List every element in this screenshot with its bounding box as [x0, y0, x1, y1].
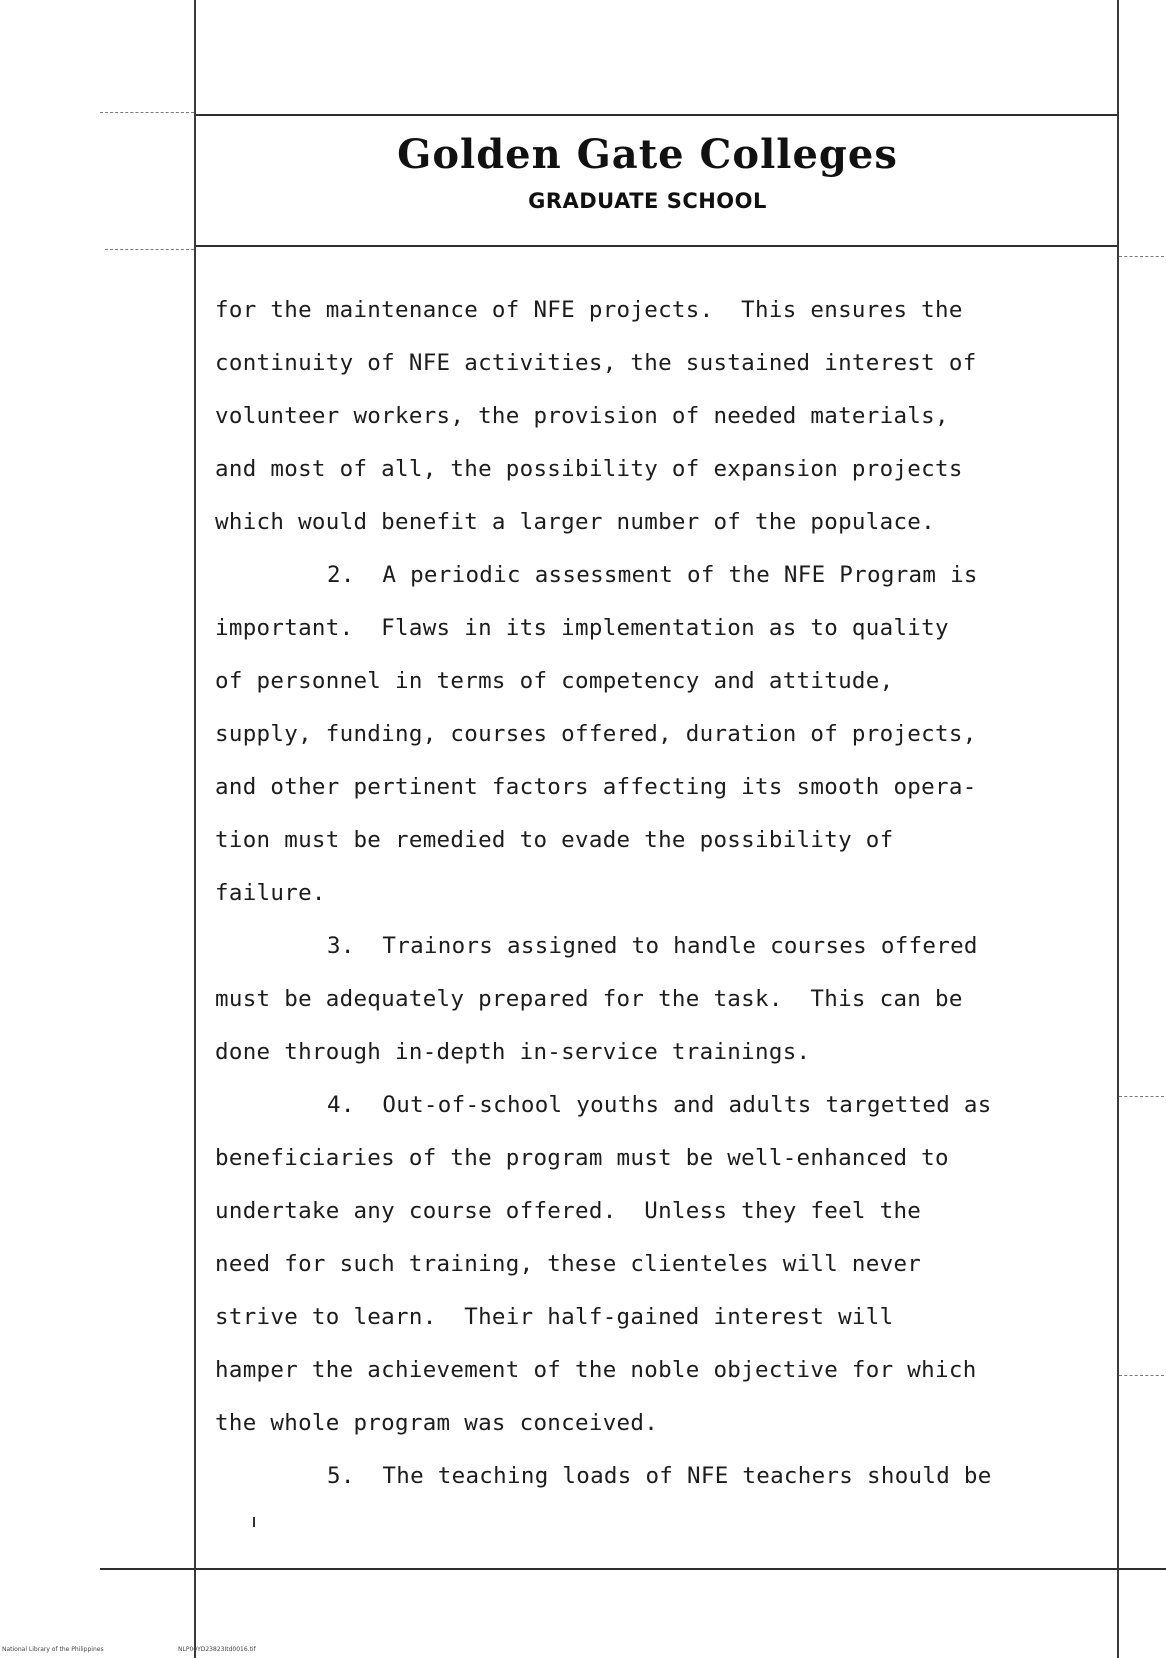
text-line: for the maintenance of NFE projects. This ensures the [215, 297, 963, 323]
text-line: 3. Trainors assigned to handle courses offered [327, 933, 978, 959]
text-line: the whole program was conceived. [215, 1410, 659, 1436]
college-name: Golden Gate Colleges [397, 131, 898, 178]
text-line: strive to learn. Their half-gained interest will [215, 1304, 894, 1330]
header-bottom-rule [196, 245, 1117, 247]
header-top-rule-left-ext [100, 112, 194, 113]
left-margin-line [194, 0, 196, 1658]
body-text [215, 284, 1095, 1503]
header-bottom-rule-right-ext [1119, 256, 1164, 257]
letterhead [210, 131, 1085, 213]
text-line: continuity of NFE activities, the sustained interest of [215, 350, 977, 376]
right-margin-line [1117, 0, 1119, 1658]
school-name: GRADUATE SCHOOL [528, 189, 767, 213]
text-line: need for such training, these clienteles will never [215, 1251, 922, 1277]
right-margin-tick-1 [1119, 1096, 1164, 1097]
text-line: failure. [215, 880, 326, 906]
header-bottom-rule-left-ext [105, 249, 194, 250]
paragraph [215, 1079, 1095, 1450]
text-line: must be adequately prepared for the task. This can be [215, 986, 963, 1012]
text-line: 2. A periodic assessment of the NFE Program is [327, 562, 978, 588]
text-line: beneficiaries of the program must be well-enhanced to [215, 1145, 949, 1171]
footer-file-id: NLP00YD23823Itd0016.tif [178, 1646, 256, 1653]
text-line: supply, funding, courses offered, duration of projects, [215, 721, 977, 747]
right-margin-tick-2 [1119, 1375, 1164, 1376]
stray-mark [253, 1517, 255, 1527]
text-line: hamper the achievement of the noble objective for which [215, 1357, 977, 1383]
footer-library-label: National Library of the Philippines [2, 1646, 104, 1653]
text-line: important. Flaws in its implementation as to quality [215, 615, 949, 641]
paragraph [215, 284, 1095, 549]
text-line: tion must be remedied to evade the possibility of [215, 827, 894, 853]
paragraph [215, 920, 1095, 1079]
text-line: volunteer workers, the provision of needed materials, [215, 403, 949, 429]
text-line: of personnel in terms of competency and attitude, [215, 668, 894, 694]
footer-rule [100, 1568, 1166, 1570]
text-line: undertake any course offered. Unless they feel the [215, 1198, 922, 1224]
paragraph [215, 549, 1095, 920]
text-line: 5. The teaching loads of NFE teachers should be [327, 1463, 992, 1489]
text-line: done through in-depth in-service trainings. [215, 1039, 811, 1065]
header-top-rule [196, 114, 1117, 116]
text-line: and other pertinent factors affecting its smooth opera- [215, 774, 977, 800]
text-line: which would benefit a larger number of the populace. [215, 509, 935, 535]
paragraph [215, 1450, 1095, 1503]
text-line: 4. Out-of-school youths and adults targetted as [327, 1092, 992, 1118]
text-line: and most of all, the possibility of expansion projects [215, 456, 963, 482]
